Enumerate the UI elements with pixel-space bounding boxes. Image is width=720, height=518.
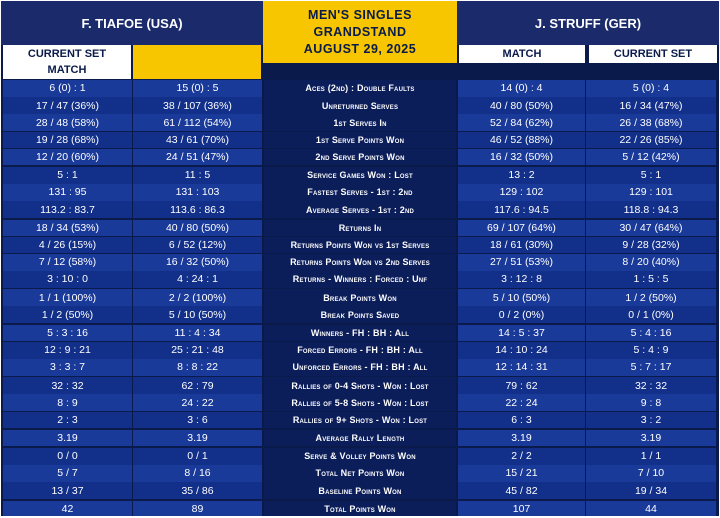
stat-label: Unforced Errors - FH : BH : All xyxy=(264,359,456,376)
stat-label: Returns Points Won vs 1st Serves xyxy=(264,237,456,254)
p2-set-value: 9 : 8 xyxy=(586,394,716,411)
stat-row xyxy=(3,394,717,411)
p1-match-value: 8 : 8 : 22 xyxy=(133,359,262,376)
stat-row xyxy=(3,465,717,482)
p2-match-value: 0 / 2 (0%) xyxy=(458,306,585,323)
stat-label: Baseline Points Won xyxy=(264,482,456,499)
stat-label: 1st Serves In xyxy=(264,114,456,131)
p1-set-value: 1 / 2 (50%) xyxy=(3,306,132,323)
p1-set-value: 8 : 9 xyxy=(3,394,132,411)
stat-label: Aces (2nd) : Double Faults xyxy=(264,80,456,97)
stat-row xyxy=(3,325,717,342)
p1-match-value: 40 / 80 (50%) xyxy=(133,220,262,237)
stat-label: Returns - Winners : Forced : Unf xyxy=(264,271,456,288)
stat-label: 2nd Serve Points Won xyxy=(264,149,456,166)
p2-match-value: 107 xyxy=(458,501,585,517)
p2-set-value: 0 / 1 (0%) xyxy=(586,306,716,323)
stat-label: Serve & Volley Points Won xyxy=(264,448,456,465)
p2-match-value: 79 : 62 xyxy=(458,377,585,394)
stat-label: Service Games Won : Lost xyxy=(264,167,456,184)
p2-match-value: 3.19 xyxy=(458,430,585,447)
p1-set-value: 28 / 48 (58%) xyxy=(3,114,132,131)
stat-row xyxy=(3,237,717,254)
p1-set-header-line1: CURRENT SET xyxy=(27,48,107,60)
p2-match-value: 69 / 107 (64%) xyxy=(458,220,585,237)
p1-set-value: 131 : 95 xyxy=(3,184,132,201)
stat-row xyxy=(3,80,717,97)
p1-set-value: 7 / 12 (58%) xyxy=(3,254,132,271)
title-gap xyxy=(263,63,457,79)
stat-label: Rallies of 9+ Shots - Won : Lost xyxy=(264,412,456,429)
p2-match-header: MATCH xyxy=(459,45,585,63)
p1-set-value: 12 : 9 : 21 xyxy=(3,342,132,359)
p1-match-value: 25 : 21 : 48 xyxy=(133,342,262,359)
player2-name: J. STRUFF (GER) xyxy=(457,1,719,45)
p1-match-value: 3 : 6 xyxy=(133,412,262,429)
p1-set-value: 12 / 20 (60%) xyxy=(3,149,132,166)
p2-match-value: 40 / 80 (50%) xyxy=(458,97,585,114)
stats-table xyxy=(3,80,717,516)
stat-label: Returns Points Won vs 2nd Serves xyxy=(264,254,456,271)
p2-match-value: 117.6 : 94.5 xyxy=(458,201,585,218)
stat-label: Rallies of 5-8 Shots - Won : Lost xyxy=(264,394,456,411)
stat-row xyxy=(3,430,717,447)
p2-match-value: 18 / 61 (30%) xyxy=(458,237,585,254)
p2-match-value: 22 : 24 xyxy=(458,394,585,411)
stat-row xyxy=(3,271,717,288)
stat-row xyxy=(3,359,717,376)
p1-set-value: 0 / 0 xyxy=(3,448,132,465)
p1-match-value: 8 / 16 xyxy=(133,465,262,482)
stat-row xyxy=(3,184,717,201)
stats-board xyxy=(1,1,719,516)
p1-set-value: 6 (0) : 1 xyxy=(3,80,132,97)
title-line-1: MEN'S SINGLES xyxy=(308,7,412,22)
p1-match-value: 24 / 51 (47%) xyxy=(133,149,262,166)
p2-match-value: 129 : 102 xyxy=(458,184,585,201)
stat-row xyxy=(3,254,717,271)
p1-match-value: 11 : 5 xyxy=(133,167,262,184)
p2-set-value: 9 / 28 (32%) xyxy=(586,237,716,254)
p1-set-header xyxy=(3,45,131,79)
p1-set-value: 19 / 28 (68%) xyxy=(3,132,132,149)
p1-set-value: 13 / 37 xyxy=(3,482,132,499)
p2-match-value: 2 / 2 xyxy=(458,448,585,465)
p1-set-value: 5 : 3 : 16 xyxy=(3,325,132,342)
p2-set-value: 129 : 101 xyxy=(586,184,716,201)
p1-set-value: 4 / 26 (15%) xyxy=(3,237,132,254)
p1-match-value: 2 / 2 (100%) xyxy=(133,289,262,306)
stat-row xyxy=(3,501,717,517)
stat-row xyxy=(3,114,717,131)
stat-row xyxy=(3,482,717,499)
p1-set-value: 5 : 1 xyxy=(3,167,132,184)
stat-label: Total Net Points Won xyxy=(264,465,456,482)
p2-set-value: 44 xyxy=(586,501,716,517)
p1-match-value: 61 / 112 (54%) xyxy=(133,114,262,131)
p1-set-value: 3.19 xyxy=(3,430,132,447)
p1-match-value: 62 : 79 xyxy=(133,377,262,394)
p2-set-value: 30 / 47 (64%) xyxy=(586,220,716,237)
p2-set-value: 1 / 2 (50%) xyxy=(586,289,716,306)
p1-match-value: 6 / 52 (12%) xyxy=(133,237,262,254)
p2-match-value: 6 : 3 xyxy=(458,412,585,429)
p2-set-value: 5 / 12 (42%) xyxy=(586,149,716,166)
stat-label: Rallies of 0-4 Shots - Won : Lost xyxy=(264,377,456,394)
p2-set-value: 32 : 32 xyxy=(586,377,716,394)
stat-label: Break Points Won xyxy=(264,289,456,306)
p2-set-value: 1 : 5 : 5 xyxy=(586,271,716,288)
stat-row xyxy=(3,220,717,237)
p2-set-value: 1 / 1 xyxy=(586,448,716,465)
stat-label: Fastest Serves - 1st : 2nd xyxy=(264,184,456,201)
p1-set-value: 3 : 3 : 7 xyxy=(3,359,132,376)
p2-set-value: 5 : 4 : 16 xyxy=(586,325,716,342)
p1-set-value: 113.2 : 83.7 xyxy=(3,201,132,218)
p2-match-value: 3 : 12 : 8 xyxy=(458,271,585,288)
p2-set-value: 5 (0) : 4 xyxy=(586,80,716,97)
p2-match-value: 27 / 51 (53%) xyxy=(458,254,585,271)
p1-match-value: 131 : 103 xyxy=(133,184,262,201)
p2-set-value: 16 / 34 (47%) xyxy=(586,97,716,114)
p2-set-header: CURRENT SET xyxy=(589,45,717,63)
stat-label: Total Points Won xyxy=(264,501,456,517)
stat-row xyxy=(3,149,717,166)
p2-header-gap xyxy=(459,63,717,79)
stat-row xyxy=(3,306,717,323)
stat-label: Winners - FH : BH : All xyxy=(264,325,456,342)
p2-match-value: 13 : 2 xyxy=(458,167,585,184)
p1-set-value: 5 / 7 xyxy=(3,465,132,482)
p1-match-value: 16 / 32 (50%) xyxy=(133,254,262,271)
p2-set-value: 8 / 20 (40%) xyxy=(586,254,716,271)
stat-row xyxy=(3,97,717,114)
p1-match-value: 24 : 22 xyxy=(133,394,262,411)
p1-set-value: 3 : 10 : 0 xyxy=(3,271,132,288)
p1-set-value: 42 xyxy=(3,501,132,517)
p1-set-header-line2: MATCH xyxy=(47,64,87,76)
p1-set-value: 17 / 47 (36%) xyxy=(3,97,132,114)
p2-set-value: 5 : 7 : 17 xyxy=(586,359,716,376)
p1-set-value: 18 / 34 (53%) xyxy=(3,220,132,237)
p2-match-value: 14 : 10 : 24 xyxy=(458,342,585,359)
p1-match-value: 113.6 : 86.3 xyxy=(133,201,262,218)
p2-set-value: 3 : 2 xyxy=(586,412,716,429)
stat-label: Average Rally Length xyxy=(264,430,456,447)
stat-label: Break Points Saved xyxy=(264,306,456,323)
p1-match-value: 11 : 4 : 34 xyxy=(133,325,262,342)
p1-match-value: 3.19 xyxy=(133,430,262,447)
p1-match-value: 38 / 107 (36%) xyxy=(133,97,262,114)
p2-match-value: 14 (0) : 4 xyxy=(458,80,585,97)
title-line-3: AUGUST 29, 2025 xyxy=(303,41,417,56)
p2-set-value: 22 / 26 (85%) xyxy=(586,132,716,149)
stat-label: Unreturned Serves xyxy=(264,97,456,114)
p2-match-value: 16 / 32 (50%) xyxy=(458,149,585,166)
stat-row xyxy=(3,201,717,218)
p1-match-value: 4 : 24 : 1 xyxy=(133,271,262,288)
stat-row xyxy=(3,289,717,306)
p2-match-value: 45 / 82 xyxy=(458,482,585,499)
p2-set-value: 5 : 1 xyxy=(586,167,716,184)
p2-match-value: 46 / 52 (88%) xyxy=(458,132,585,149)
p2-set-value: 3.19 xyxy=(586,430,716,447)
p2-set-value: 118.8 : 94.3 xyxy=(586,201,716,218)
p1-match-value: 43 / 61 (70%) xyxy=(133,132,262,149)
stat-row xyxy=(3,412,717,429)
stat-row xyxy=(3,342,717,359)
p1-set-value: 1 / 1 (100%) xyxy=(3,289,132,306)
stat-label: 1st Serve Points Won xyxy=(264,132,456,149)
p2-set-value: 7 / 10 xyxy=(586,465,716,482)
p2-set-value: 5 : 4 : 9 xyxy=(586,342,716,359)
stat-row xyxy=(3,448,717,465)
p2-set-value: 19 / 34 xyxy=(586,482,716,499)
p1-match-value: 35 / 86 xyxy=(133,482,262,499)
p2-match-value: 5 / 10 (50%) xyxy=(458,289,585,306)
title-line-2: GRANDSTAND xyxy=(313,24,407,39)
p2-match-value: 52 / 84 (62%) xyxy=(458,114,585,131)
p1-match-value: 89 xyxy=(133,501,262,517)
p1-match-value: 0 / 1 xyxy=(133,448,262,465)
p1-match-header xyxy=(133,45,261,79)
p2-set-value: 26 / 38 (68%) xyxy=(586,114,716,131)
stat-row xyxy=(3,167,717,184)
stat-row xyxy=(3,377,717,394)
stat-row xyxy=(3,132,717,149)
stat-label: Returns In xyxy=(264,220,456,237)
player1-name: F. TIAFOE (USA) xyxy=(1,1,263,46)
p1-match-value: 5 / 10 (50%) xyxy=(133,306,262,323)
p2-match-value: 14 : 5 : 37 xyxy=(458,325,585,342)
match-title xyxy=(263,1,457,63)
p2-match-value: 12 : 14 : 31 xyxy=(458,359,585,376)
stat-label: Average Serves - 1st : 2nd xyxy=(264,201,456,218)
p1-set-value: 2 : 3 xyxy=(3,412,132,429)
p2-match-value: 15 / 21 xyxy=(458,465,585,482)
p1-match-value: 15 (0) : 5 xyxy=(133,80,262,97)
p1-set-value: 32 : 32 xyxy=(3,377,132,394)
stat-label: Forced Errors - FH : BH : All xyxy=(264,342,456,359)
